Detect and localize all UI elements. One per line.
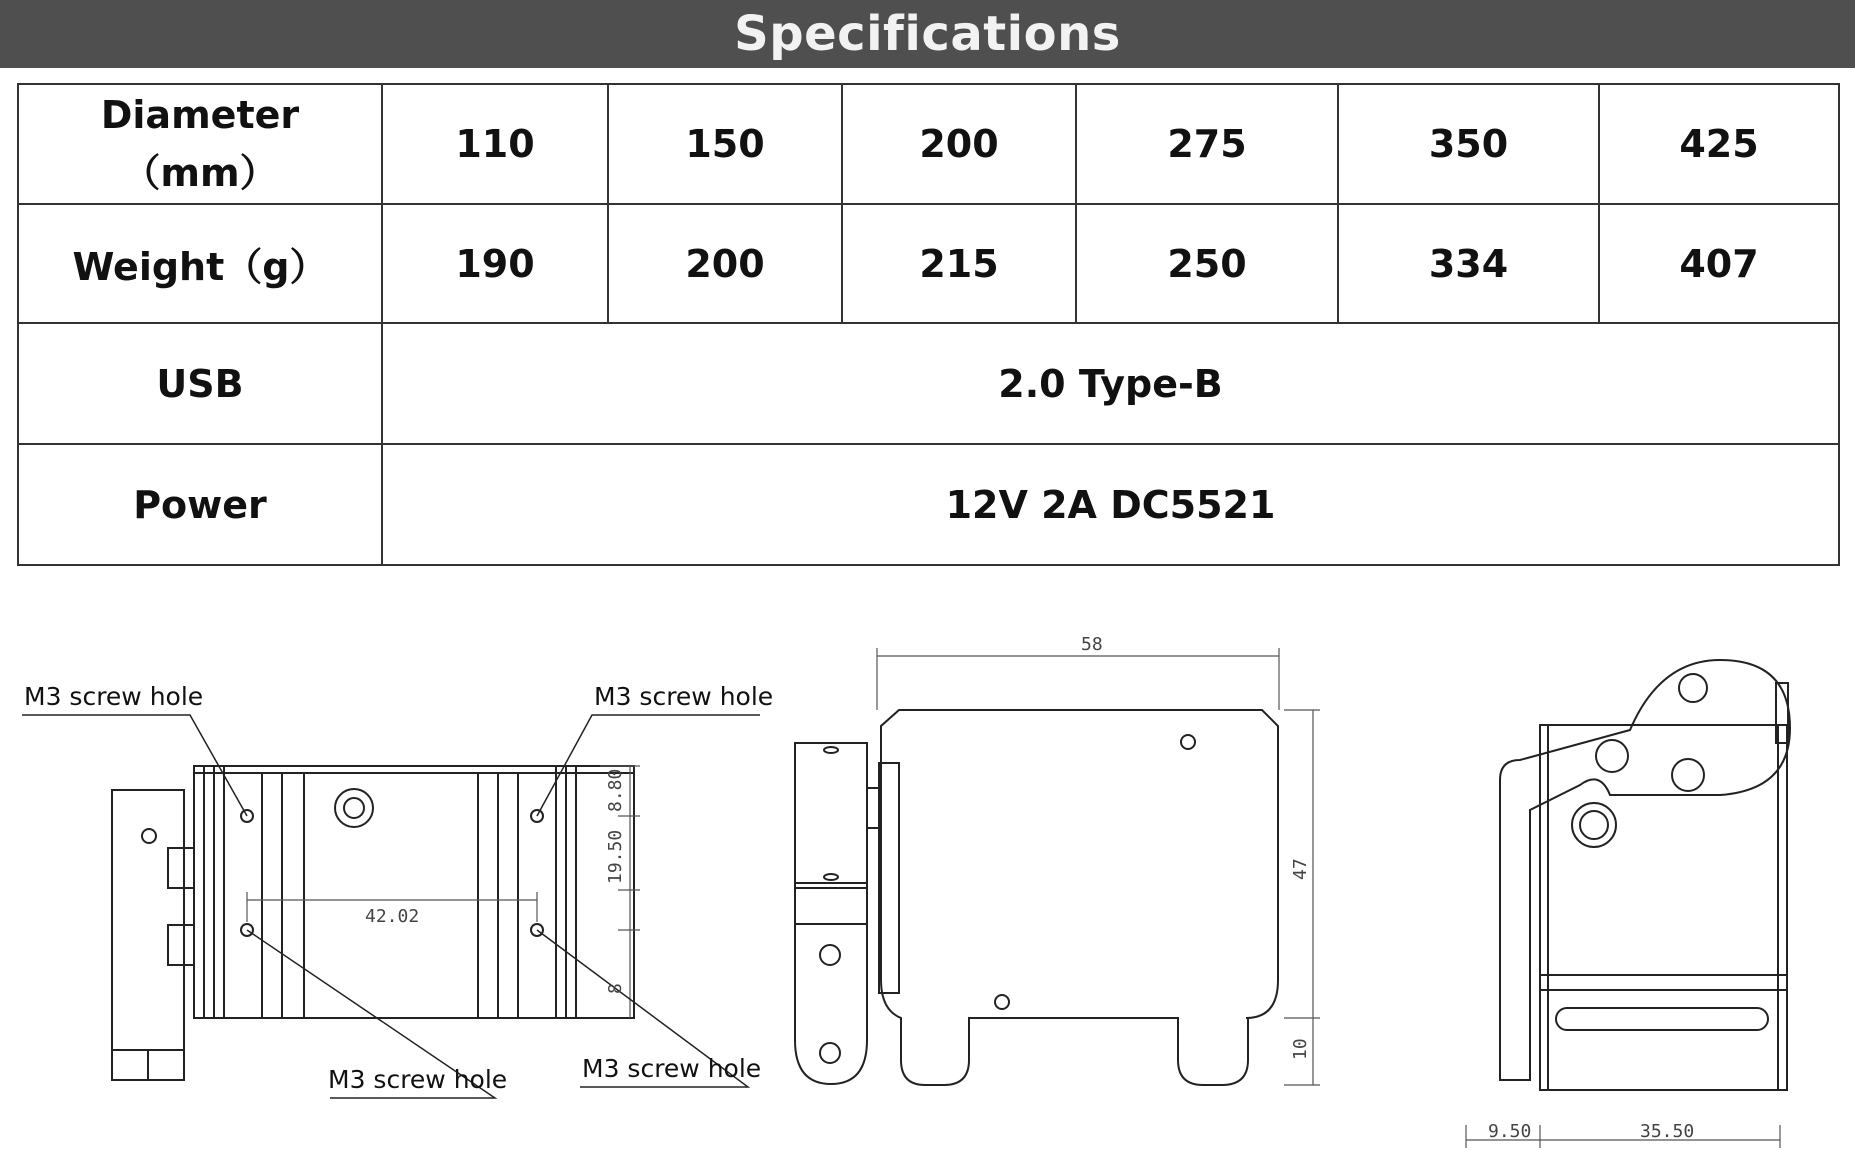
specifications-banner [0, 0, 1855, 68]
front-top-dimension: 8.80 [605, 768, 626, 812]
front-width-dimension: 42.02 [365, 906, 420, 927]
diameter-value: 350 [1338, 84, 1599, 204]
m3-screw-hole-callout: M3 screw hole [582, 1054, 762, 1083]
table-row [18, 323, 1839, 444]
usb-label: USB [18, 323, 382, 444]
m3-screw-hole-callout: M3 screw hole [594, 682, 774, 711]
diameter-value: 150 [608, 84, 842, 204]
drawings-canvas [0, 580, 1855, 1151]
side-width-dimension: 58 [1081, 634, 1103, 655]
front-middle-dimension: 19.50 [605, 829, 626, 884]
m3-screw-hole-callout: M3 screw hole [328, 1065, 508, 1094]
weight-value: 334 [1338, 204, 1599, 323]
weight-value: 215 [842, 204, 1076, 323]
diameter-value: 275 [1076, 84, 1338, 204]
weight-value: 200 [608, 204, 842, 323]
diameter-label-cell [18, 84, 382, 204]
weight-value: 190 [382, 204, 608, 323]
end-right-dimension: 35.50 [1640, 1121, 1695, 1142]
side-height-dimension: 47 [1290, 858, 1311, 880]
weight-value: 407 [1599, 204, 1839, 323]
table-row [18, 84, 1839, 204]
table-row [18, 444, 1839, 565]
m3-screw-hole-callout: M3 screw hole [24, 682, 204, 711]
front-bottom-dimension: 8 [605, 983, 626, 994]
specifications-table [17, 83, 1840, 566]
power-value: 12V 2A DC5521 [382, 444, 1839, 565]
diameter-value: 110 [382, 84, 608, 204]
weight-value: 250 [1076, 204, 1338, 323]
usb-value: 2.0 Type-B [382, 323, 1839, 444]
end-view-drawing [1466, 660, 1790, 1148]
side-foot-dimension: 10 [1290, 1038, 1311, 1060]
end-left-dimension: 9.50 [1488, 1121, 1532, 1142]
side-view-drawing [795, 648, 1320, 1085]
weight-label: Weight（g） [18, 204, 382, 323]
power-label: Power [18, 444, 382, 565]
diameter-value: 425 [1599, 84, 1839, 204]
table-row [18, 204, 1839, 323]
diameter-value: 200 [842, 84, 1076, 204]
diameter-label: Diameter [100, 93, 300, 137]
diameter-unit: （mm） [122, 151, 278, 195]
page-title: Specifications [734, 6, 1121, 62]
technical-drawings [0, 580, 1855, 1151]
